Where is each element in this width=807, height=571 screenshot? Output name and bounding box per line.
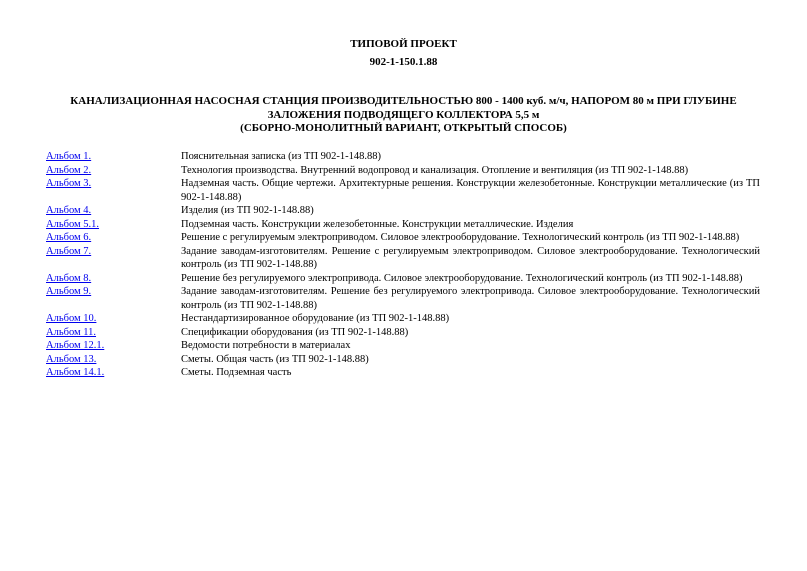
album-link[interactable]: Альбом 6.: [46, 232, 92, 243]
album-row: [46, 218, 760, 232]
album-row: [46, 326, 760, 340]
album-row: [46, 177, 760, 204]
album-description: Нестандартизированное оборудование (из ТП 902-1-148.88): [181, 313, 450, 324]
album-row: [46, 353, 760, 367]
album-row: [46, 245, 760, 272]
album-row: [46, 339, 760, 353]
album-row: [46, 285, 760, 312]
album-description: Сметы. Общая часть (из ТП 902-1-148.88): [181, 353, 369, 365]
album-description: Решение без регулируемого электропривода. Силовое электрооборудование. Технологический контроль (из ТП 902-1-148.88): [181, 272, 743, 284]
album-description: Спецификации оборудования (из ТП 902-1-148.88): [181, 326, 409, 338]
album-link[interactable]: Альбом 14.1.: [46, 367, 105, 378]
album-row: [46, 272, 760, 286]
album-link[interactable]: Альбом 13.: [46, 353, 97, 365]
album-description: Ведомости потребности в материалах: [181, 340, 351, 351]
album-description: Пояснительная записка (из ТП 902-1-148.88): [181, 151, 382, 162]
project-number-heading: 902-1-150.1.88: [369, 56, 438, 68]
album-description: Задание заводам-изготовителям. Решение без регулируемого электропривода. Силовое электрооборудование. Технологический контроль (из ТП 902-1-148.88): [181, 286, 760, 311]
title-line-1: КАНАЛИЗАЦИОННАЯ НАСОСНАЯ СТАНЦИЯ ПРОИЗВОДИТЕЛЬНОСТЬЮ 800 - 1400 куб. м/ч, НАПОРОМ 80 м ПРИ ГЛУБИНЕ: [70, 95, 737, 107]
album-row: [46, 312, 760, 326]
album-link[interactable]: Альбом 2.: [46, 164, 92, 176]
album-link[interactable]: Альбом 3.: [46, 178, 92, 189]
album-link[interactable]: Альбом 11.: [46, 326, 97, 338]
album-row: [46, 204, 760, 218]
album-link[interactable]: Альбом 9.: [46, 286, 92, 297]
album-description: Технология производства. Внутренний водопровод и канализация. Отопление и вентиляция (из ТП 902-1-148.88): [181, 164, 689, 176]
album-row: [46, 150, 760, 164]
album-description: Надземная часть. Общие чертежи. Архитектурные решения. Конструкции железобетонные. Конструкции металлические (из ТП 902-1-148.88): [181, 178, 760, 203]
album-row: [46, 231, 760, 245]
album-description: Сметы. Подземная часть: [181, 367, 292, 378]
album-link[interactable]: Альбом 4.: [46, 205, 92, 216]
album-row: [46, 164, 760, 178]
album-description: Подземная часть. Конструкции железобетонные. Конструкции металлические. Изделия: [181, 218, 574, 230]
project-type-heading: ТИПОВОЙ ПРОЕКТ: [350, 38, 457, 50]
album-link[interactable]: Альбом 1.: [46, 151, 92, 162]
album-link[interactable]: Альбом 5.1.: [46, 218, 100, 230]
album-link[interactable]: Альбом 12.1.: [46, 340, 105, 351]
album-row: [46, 366, 760, 380]
album-link[interactable]: Альбом 10.: [46, 313, 97, 324]
album-link[interactable]: Альбом 7.: [46, 245, 92, 257]
title-line-2: ЗАЛОЖЕНИЯ ПОДВОДЯЩЕГО КОЛЛЕКТОРА 5,5 м: [267, 108, 540, 121]
album-link[interactable]: Альбом 8.: [46, 272, 92, 284]
album-list: [46, 150, 760, 380]
album-description: Задание заводам-изготовителям. Решение с регулируемым электроприводом. Силовое электрооборудование. Технологический контроль (из ТП 902-1-148.88): [181, 245, 760, 270]
title-line-3: (СБОРНО-МОНОЛИТНЫЙ ВАРИАНТ, ОТКРЫТЫЙ СПОСОБ): [240, 122, 567, 134]
album-description: Решение с регулируемым электроприводом. Силовое электрооборудование. Технологический контроль (из ТП 902-1-148.88): [181, 232, 740, 243]
album-description: Изделия (из ТП 902-1-148.88): [181, 205, 314, 216]
document-title: [60, 95, 747, 136]
